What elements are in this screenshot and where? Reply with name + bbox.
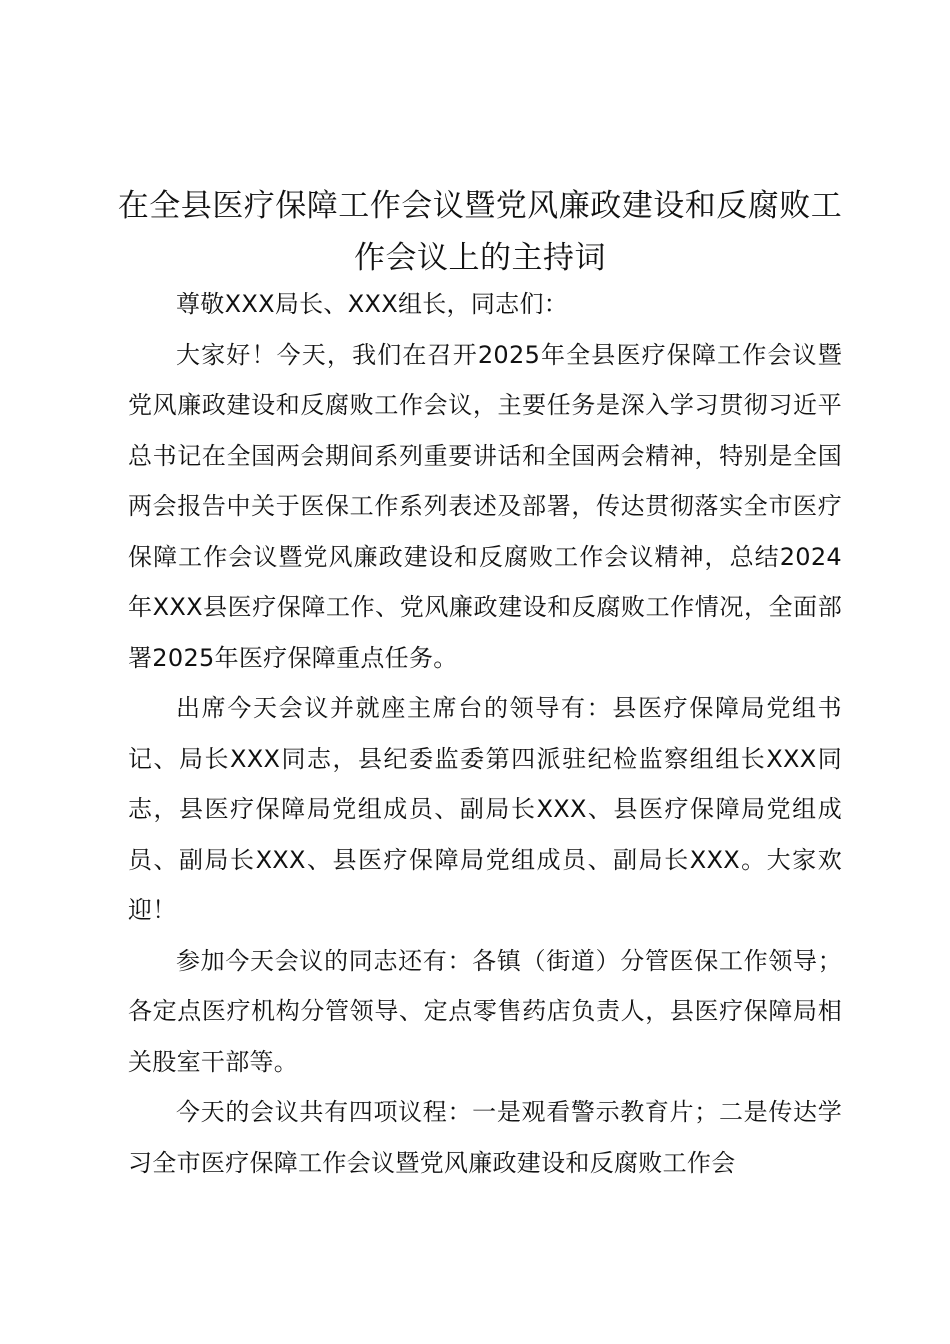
paragraph-opening: 大家好！今天，我们在召开2025年全县医疗保障工作会议暨党风廉政建设和反腐败工作会议，主要任务是深入学习贯彻习近平总书记在全国两会期间系列重要讲话和全国两会精神，特别是全国两会报告中关于医保工作系列表述及部署，传达贯彻落实全市医疗保障工作会议暨党风廉政建设和反腐败工作会议精神，总结2024年XXX县医疗保障工作、党风廉政建设和反腐败工作情况，全面部署2025年医疗保障重点任务。 (128, 340, 842, 672)
document-title: 在全县医疗保障工作会议暨党风廉政建设和反腐败工作会议上的主持词 (117, 188, 843, 276)
paragraph-agenda: 今天的会议共有四项议程：一是观看警示教育片；二是传达学习全市医疗保障工作会议暨党风廉政建设和反腐败工作会 (128, 1098, 842, 1177)
paragraph-attending-leaders: 出席今天会议并就座主席台的领导有：县医疗保障局党组书记、局长XXX同志，县纪委监委第四派驻纪检监察组组长XXX同志，县医疗保障局党组成员、副局长XXX、县医疗保障局党组成员、副局长XXX、县医疗保障局党组成员、副局长XXX。大家欢迎！ (128, 694, 842, 924)
paragraph-salutation: 尊敬XXX局长、XXX组长，同志们： (176, 290, 569, 318)
document-body (128, 279, 842, 1188)
paragraph-participants: 参加今天会议的同志还有：各镇（街道）分管医保工作领导；各定点医疗机构分管领导、定点零售药店负责人，县医疗保障局相关股室干部等。 (128, 946, 842, 1076)
